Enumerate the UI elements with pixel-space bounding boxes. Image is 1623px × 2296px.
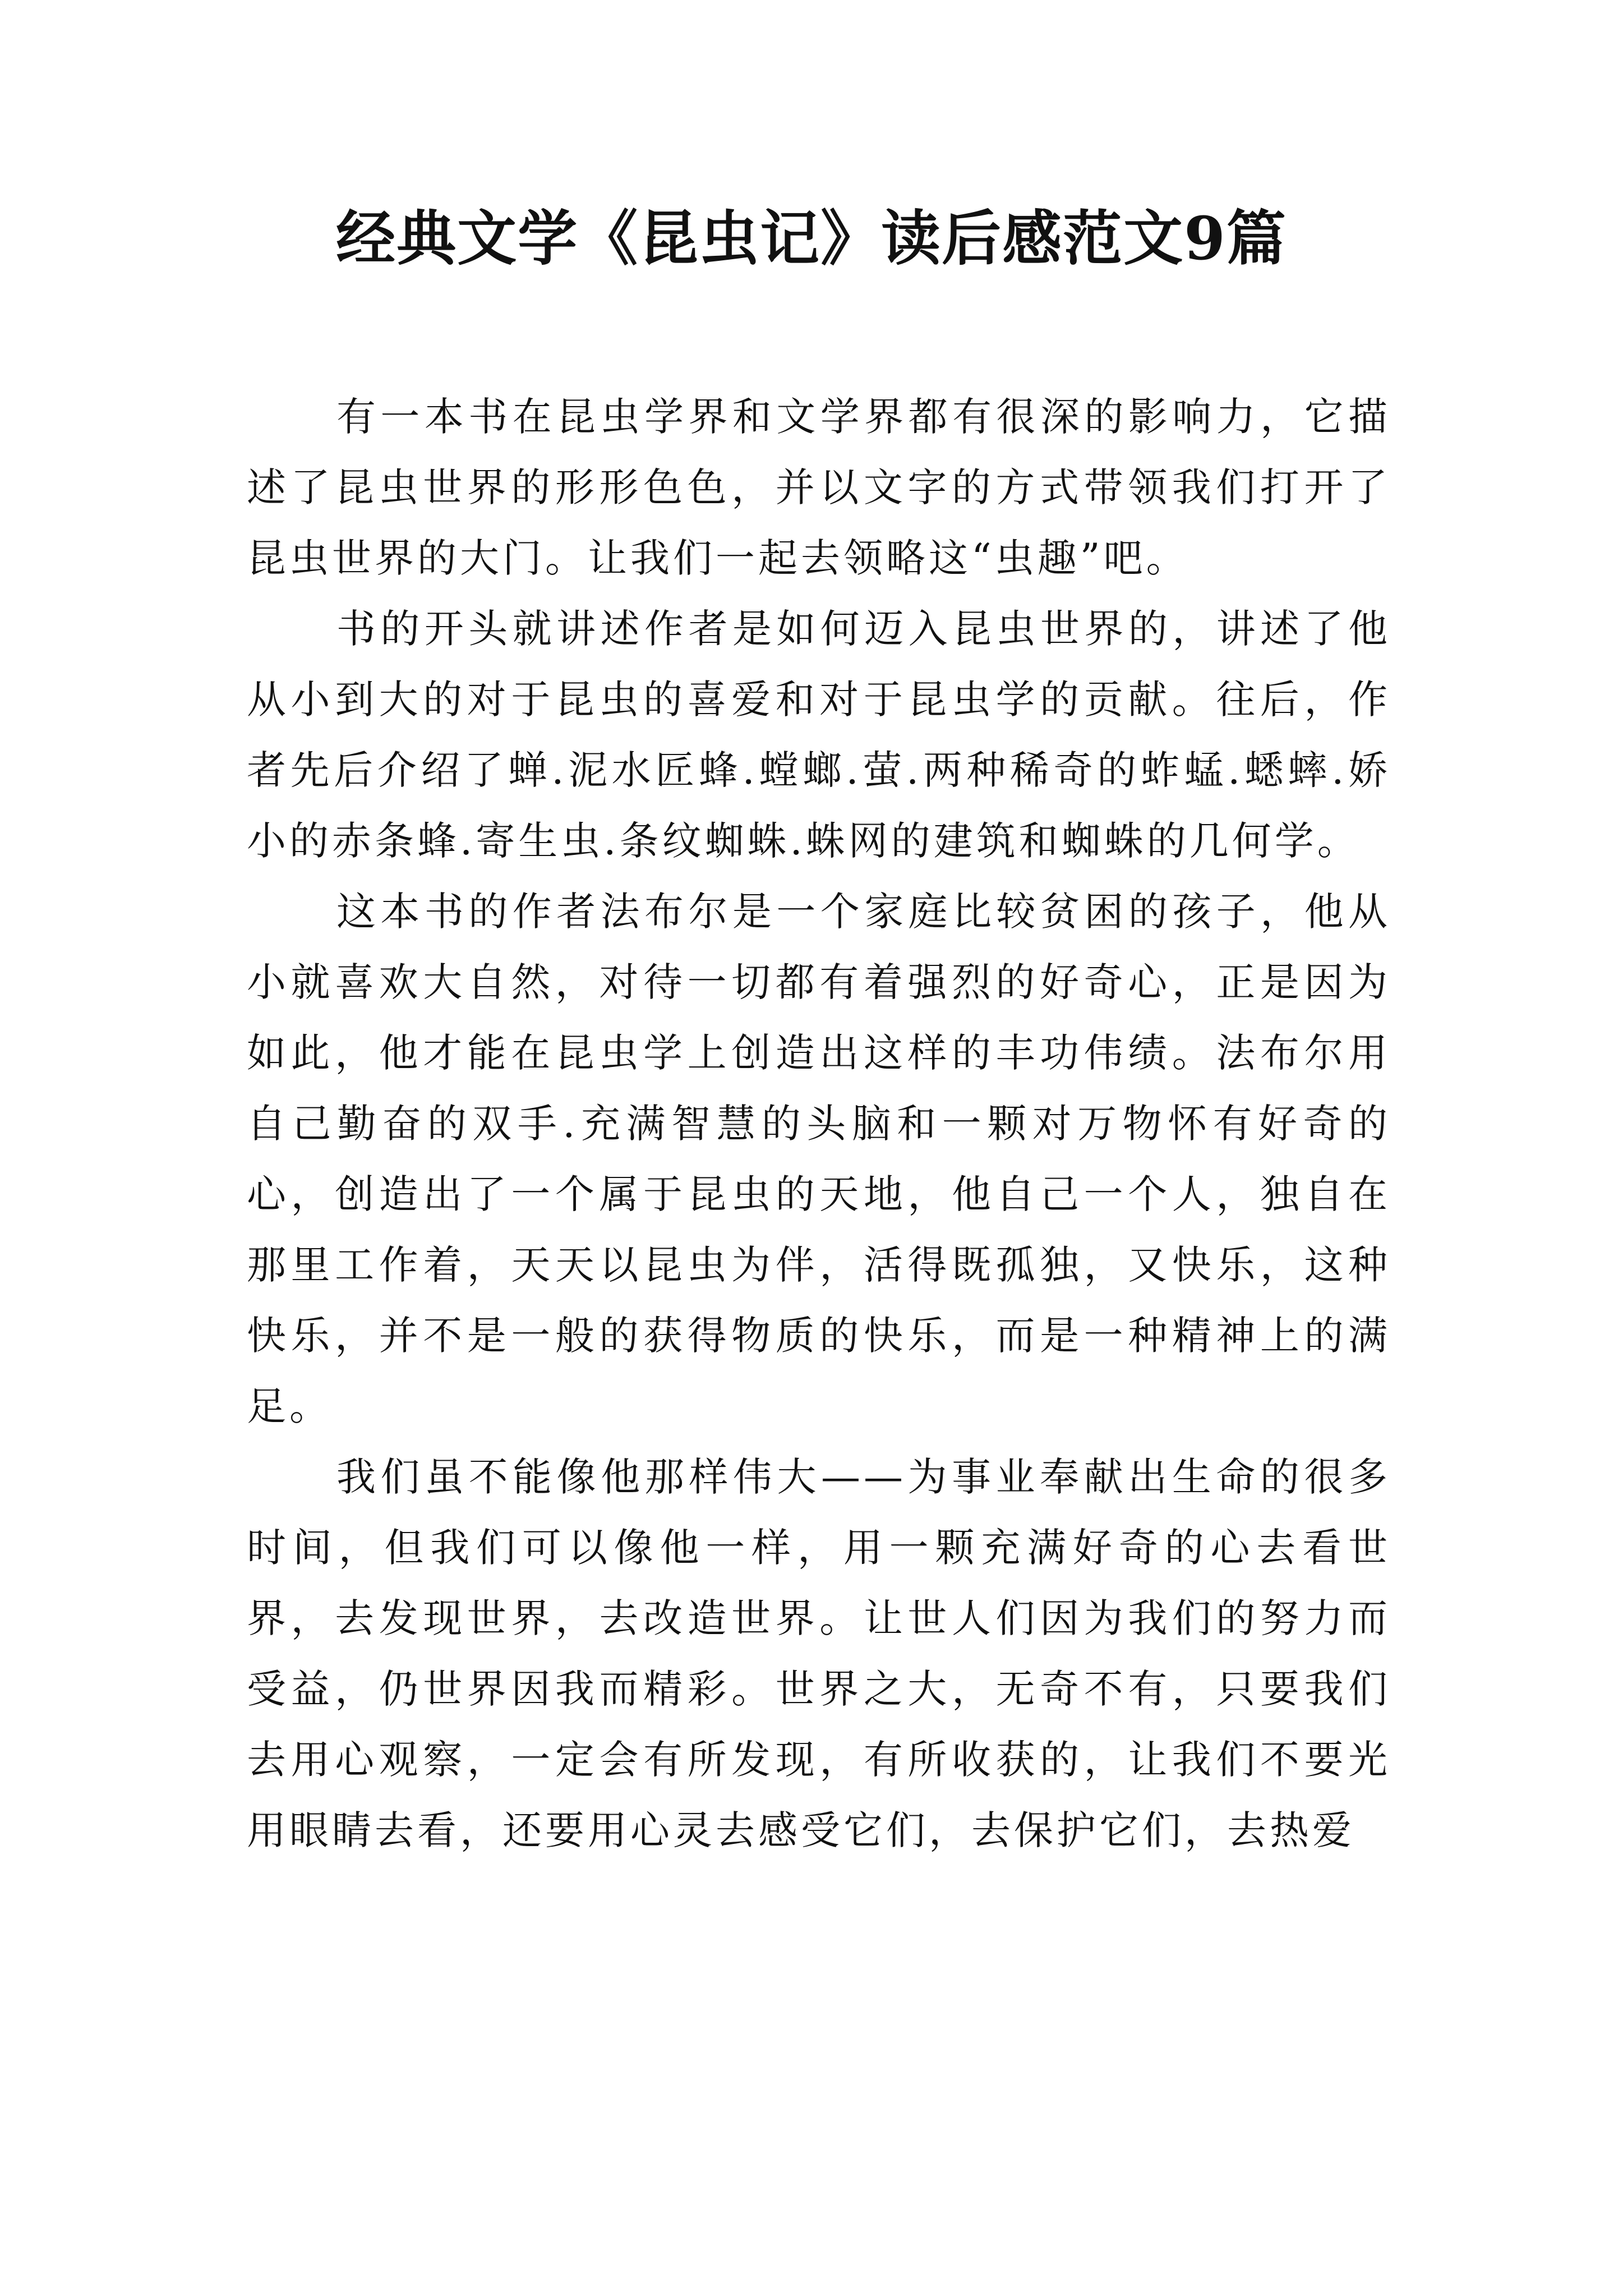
paragraph-4: 我们虽不能像他那样伟大——为事业奉献出生命的很多时间，但我们可以像他一样，用一颗充满好奇的心去看世界，去发现世界，去改造世界。让世人们因为我们的努力而受益，仍世界因我而精彩。世界之大，无奇不有，只要我们去用心观察，一定会有所发现，有所收获的，让我们不要光用眼睛去看，还要用心灵去感受它们，去保护它们，去热爱 [247,1454,1391,1853]
paragraph-3: 这本书的作者法布尔是一个家庭比较贫困的孩子，他从小就喜欢大自然，对待一切都有着强烈的好奇心，正是因为如此，他才能在昆虫学上创造出这样的丰功伟绩。法布尔用自己勤奋的双手.充满智慧的头脑和一颗对万物怀有好奇的心，创造出了一个属于昆虫的天地，他自己一个人，独自在那里工作着，天天以昆虫为伴，活得既孤独，又快乐，这种快乐，并不是一般的获得物质的快乐，而是一种精神上的满足。 [247,889,1391,1429]
paragraph-1: 有一本书在昆虫学界和文学界都有很深的影响力，它描述了昆虫世界的形形色色，并以文字的方式带领我们打开了昆虫世界的大门。让我们一起去领略这“虫趣”吧。 [247,394,1391,581]
paragraph-2: 书的开头就讲述作者是如何迈入昆虫世界的，讲述了他从小到大的对于昆虫的喜爱和对于昆虫学的贡献。往后，作者先后介绍了蝉.泥水匠蜂.螳螂.萤.两种稀奇的蚱蜢.蟋蟀.娇小的赤条蜂.寄生虫.条纹蜘蛛.蛛网的建筑和蜘蛛的几何学。 [247,606,1391,864]
document-body [247,381,1391,1866]
document-title: 经典文学《昆虫记》读后感范文9篇 [336,203,1287,273]
